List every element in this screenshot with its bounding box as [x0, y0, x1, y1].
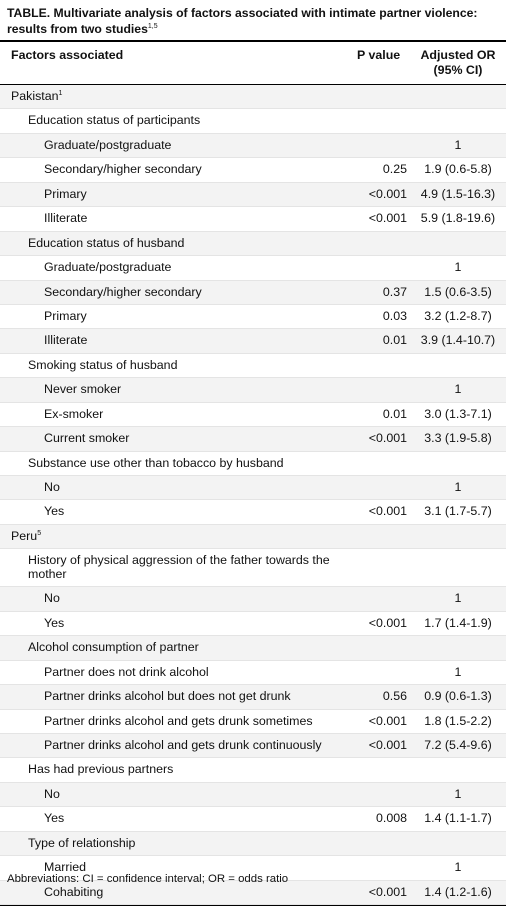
table-row	[0, 734, 506, 758]
adjusted-or-cell: 5.9 (1.8-19.6)	[420, 211, 496, 226]
category-label: Primary	[44, 308, 87, 323]
category-label: Illiterate	[44, 211, 88, 226]
table-row	[0, 452, 506, 476]
adjusted-or-cell: 1	[454, 260, 462, 275]
adjusted-or-cell: 0.9 (0.6-1.3)	[424, 689, 492, 704]
adjusted-or-cell: 4.9 (1.5-16.3)	[420, 186, 496, 201]
table-row	[0, 612, 506, 636]
table-row	[0, 807, 506, 831]
data-table	[0, 40, 506, 906]
p-value-cell: 0.25	[382, 162, 407, 177]
table-row	[0, 305, 506, 329]
reference-sup: 1	[58, 90, 63, 97]
table-row	[0, 636, 506, 660]
adjusted-or-cell: 1	[454, 137, 462, 152]
adjusted-or-cell: 1.4 (1.2-1.6)	[424, 884, 492, 899]
category-label: Secondary/higher secondary	[44, 284, 202, 299]
p-value-cell: <0.001	[368, 615, 407, 630]
adjusted-or-cell: 1.5 (0.6-3.5)	[424, 284, 492, 299]
adjusted-or-cell: 1	[454, 591, 462, 606]
table-row	[0, 158, 506, 182]
category-label: Partner drinks alcohol and gets drunk continuously	[44, 737, 322, 752]
adjusted-or-cell: 3.0 (1.3-7.1)	[424, 406, 492, 421]
category-label: No	[44, 786, 60, 801]
label-wrap	[11, 529, 41, 543]
category-label: Ex-smoker	[44, 406, 104, 421]
table-row	[0, 832, 506, 856]
category-label: Married	[44, 860, 86, 875]
caption-lead: TABLE.	[7, 6, 51, 20]
table-row	[0, 427, 506, 451]
reference-sup: 5	[37, 529, 42, 537]
adjusted-or-cell: 3.9 (1.4-10.7)	[420, 333, 496, 348]
table-row	[0, 710, 506, 734]
table-row	[0, 500, 506, 524]
adjusted-or-cell: 3.1 (1.7-5.7)	[424, 504, 492, 519]
category-label: Yes	[44, 615, 65, 630]
category-label: Partner drinks alcohol and gets drunk sometimes	[44, 713, 313, 728]
category-label: Yes	[44, 811, 65, 826]
category-label: Graduate/postgraduate	[44, 137, 172, 152]
category-label: Primary	[44, 186, 87, 201]
table-row	[0, 109, 506, 133]
adjusted-or-cell: 1	[454, 786, 462, 801]
p-value-cell: 0.008	[375, 811, 407, 826]
table-body	[0, 85, 506, 905]
caption-text: Multivariate analysis of factors associated with intimate partner violence: results from two studies	[7, 6, 478, 36]
p-value-cell: <0.001	[368, 737, 407, 752]
factor-label: Has had previous partners	[28, 762, 174, 777]
adjusted-or-cell: 1.8 (1.5-2.2)	[424, 713, 492, 728]
factor-label: Smoking status of husband	[28, 357, 178, 372]
category-label: Yes	[44, 504, 65, 519]
p-value-cell: 0.01	[382, 406, 407, 421]
p-value-cell: 0.01	[382, 333, 407, 348]
p-value-cell: <0.001	[368, 431, 407, 446]
category-label: Illiterate	[44, 333, 88, 348]
study-label: Pakistan	[11, 89, 59, 103]
header-pvalue: P value	[357, 48, 401, 62]
table-row	[0, 183, 506, 207]
adjusted-or-cell: 3.3 (1.9-5.8)	[424, 431, 492, 446]
adjusted-or-cell: 1.9 (0.6-5.8)	[424, 162, 492, 177]
table-row	[0, 403, 506, 427]
footnote: Abbreviations: CI = confidence interval; OR = odds ratio	[7, 873, 289, 885]
adjusted-or-cell: 1	[454, 664, 462, 679]
p-value-cell: 0.03	[382, 308, 407, 323]
table-row	[0, 256, 506, 280]
table-row	[0, 476, 506, 500]
header-factors: Factors associated	[11, 48, 124, 62]
factor-label: Substance use other than tobacco by husband	[28, 455, 284, 470]
table-caption	[7, 6, 502, 36]
adjusted-or-cell: 3.2 (1.2-8.7)	[424, 308, 492, 323]
category-label: Cohabiting	[44, 884, 104, 899]
p-value-cell: <0.001	[368, 504, 407, 519]
table-row	[0, 378, 506, 402]
adjusted-or-cell: 1	[454, 480, 462, 494]
factor-label: Alcohol consumption of partner	[28, 640, 199, 655]
table-row	[0, 354, 506, 378]
p-value-cell: 0.56	[382, 689, 407, 704]
category-label: Never smoker	[44, 382, 122, 397]
table-row	[0, 587, 506, 611]
table-row	[0, 549, 506, 587]
adjusted-or-cell: 1	[454, 860, 462, 875]
p-value-cell: <0.001	[368, 186, 407, 201]
table-header	[0, 42, 506, 85]
factor-label: Type of relationship	[28, 835, 136, 850]
header-adjusted-or	[410, 48, 506, 78]
category-label: Partner drinks alcohol but does not get drunk	[44, 689, 291, 704]
caption-sup: 1,5	[147, 23, 158, 30]
table-row	[0, 661, 506, 685]
category-label: No	[44, 480, 60, 494]
category-label: No	[44, 591, 60, 606]
category-label: Partner does not drink alcohol	[44, 664, 209, 679]
adjusted-or-cell: 1.7 (1.4-1.9)	[424, 615, 492, 630]
category-label: Current smoker	[44, 431, 130, 446]
factor-label: Education status of husband	[28, 235, 185, 250]
table-row	[0, 281, 506, 305]
factor-label: Education status of participants	[28, 113, 201, 128]
p-value-cell: 0.37	[382, 284, 407, 299]
table-row	[0, 134, 506, 158]
adjusted-or-cell: 7.2 (5.4-9.6)	[424, 737, 492, 752]
table-row	[0, 207, 506, 231]
p-value-cell: <0.001	[368, 884, 407, 899]
p-value-cell: <0.001	[368, 211, 407, 226]
table-row	[0, 232, 506, 256]
p-value-cell: <0.001	[368, 713, 407, 728]
header-or-line1: Adjusted OR	[420, 48, 496, 62]
header-or-line2: (95% CI)	[433, 63, 483, 77]
category-label: Secondary/higher secondary	[44, 162, 202, 177]
adjusted-or-cell: 1	[454, 382, 462, 397]
table-row	[0, 758, 506, 782]
label-wrap	[11, 89, 62, 103]
table-row	[0, 525, 506, 549]
table-row	[0, 783, 506, 807]
table-row	[0, 329, 506, 353]
study-label: Peru	[11, 528, 38, 543]
adjusted-or-cell: 1.4 (1.1-1.7)	[424, 811, 492, 826]
category-label: Graduate/postgraduate	[44, 260, 172, 275]
table-row	[0, 685, 506, 709]
factor-label: History of physical aggression of the father towards the mother	[28, 553, 330, 582]
table-row	[0, 85, 506, 109]
